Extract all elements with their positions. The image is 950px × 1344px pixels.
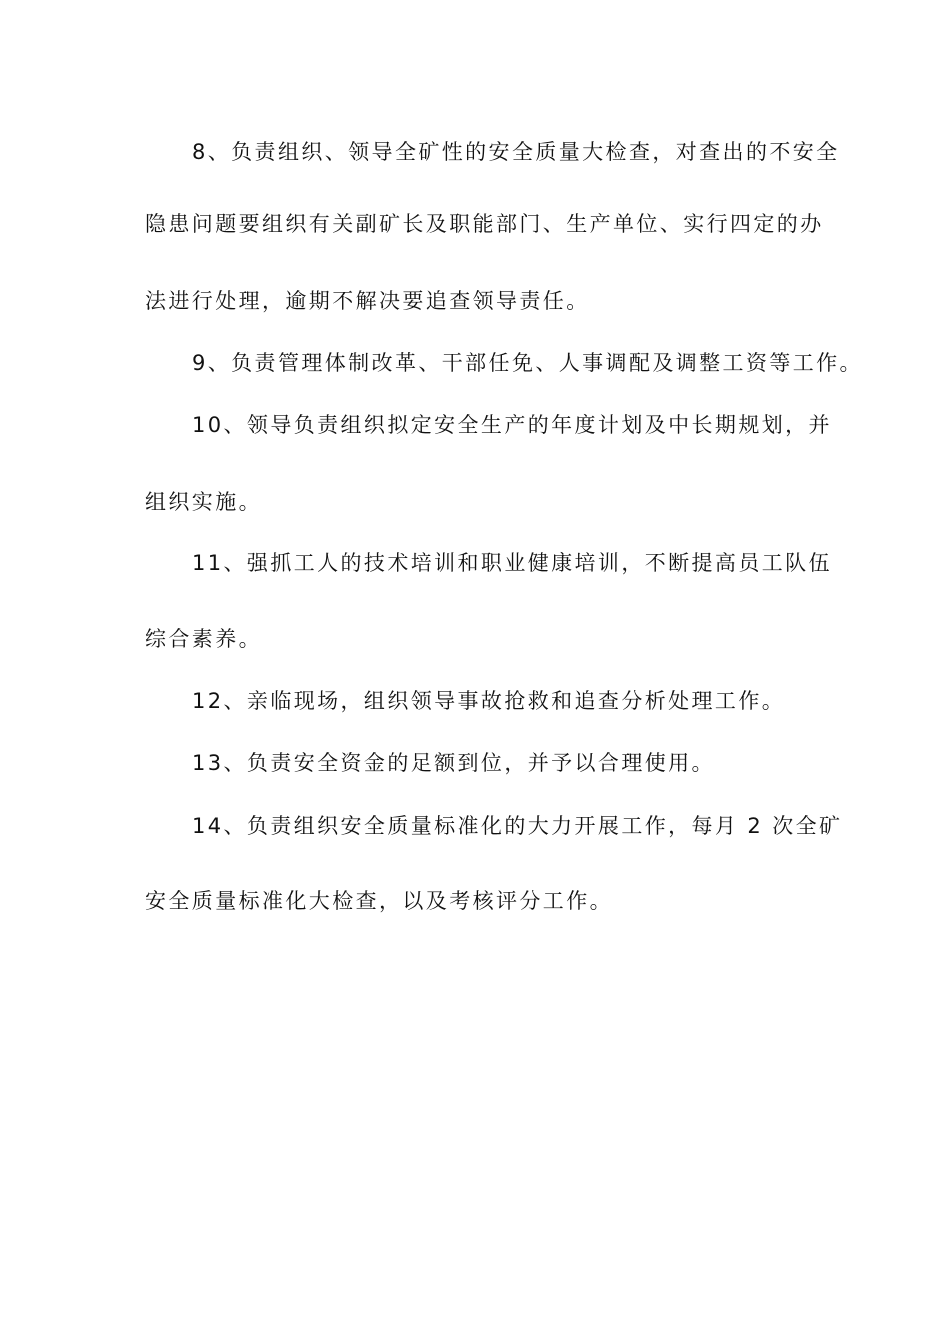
item-14-line-2: 安全质量标准化大检查，以及考核评分工作。 <box>145 889 613 913</box>
item-8-line-1: 8、负责组织、领导全矿性的安全质量大检查，对查出的不安全 <box>192 140 840 164</box>
item-8-line-2: 隐患问题要组织有关副矿长及职能部门、生产单位、实行四定的办 <box>145 212 824 236</box>
item-11-line-1: 11、强抓工人的技术培训和职业健康培训，不断提高员工队伍 <box>192 551 832 575</box>
item-14-line-1: 14、负责组织安全质量标准化的大力开展工作，每月 2 次全矿 <box>192 814 843 838</box>
item-12-line-1: 12、亲临现场，组织领导事故抢救和追查分析处理工作。 <box>192 689 786 713</box>
item-13-line-1: 13、负责安全资金的足额到位，并予以合理使用。 <box>192 751 715 775</box>
item-10-line-1: 10、领导负责组织拟定安全生产的年度计划及中长期规划，并 <box>192 413 832 437</box>
item-11-line-2: 综合素养。 <box>145 627 262 651</box>
item-9-line-1: 9、负责管理体制改革、干部任免、人事调配及调整工资等工作。 <box>192 351 863 375</box>
item-10-line-2: 组织实施。 <box>145 490 262 514</box>
item-8-line-3: 法进行处理，逾期不解决要追查领导责任。 <box>145 289 590 313</box>
